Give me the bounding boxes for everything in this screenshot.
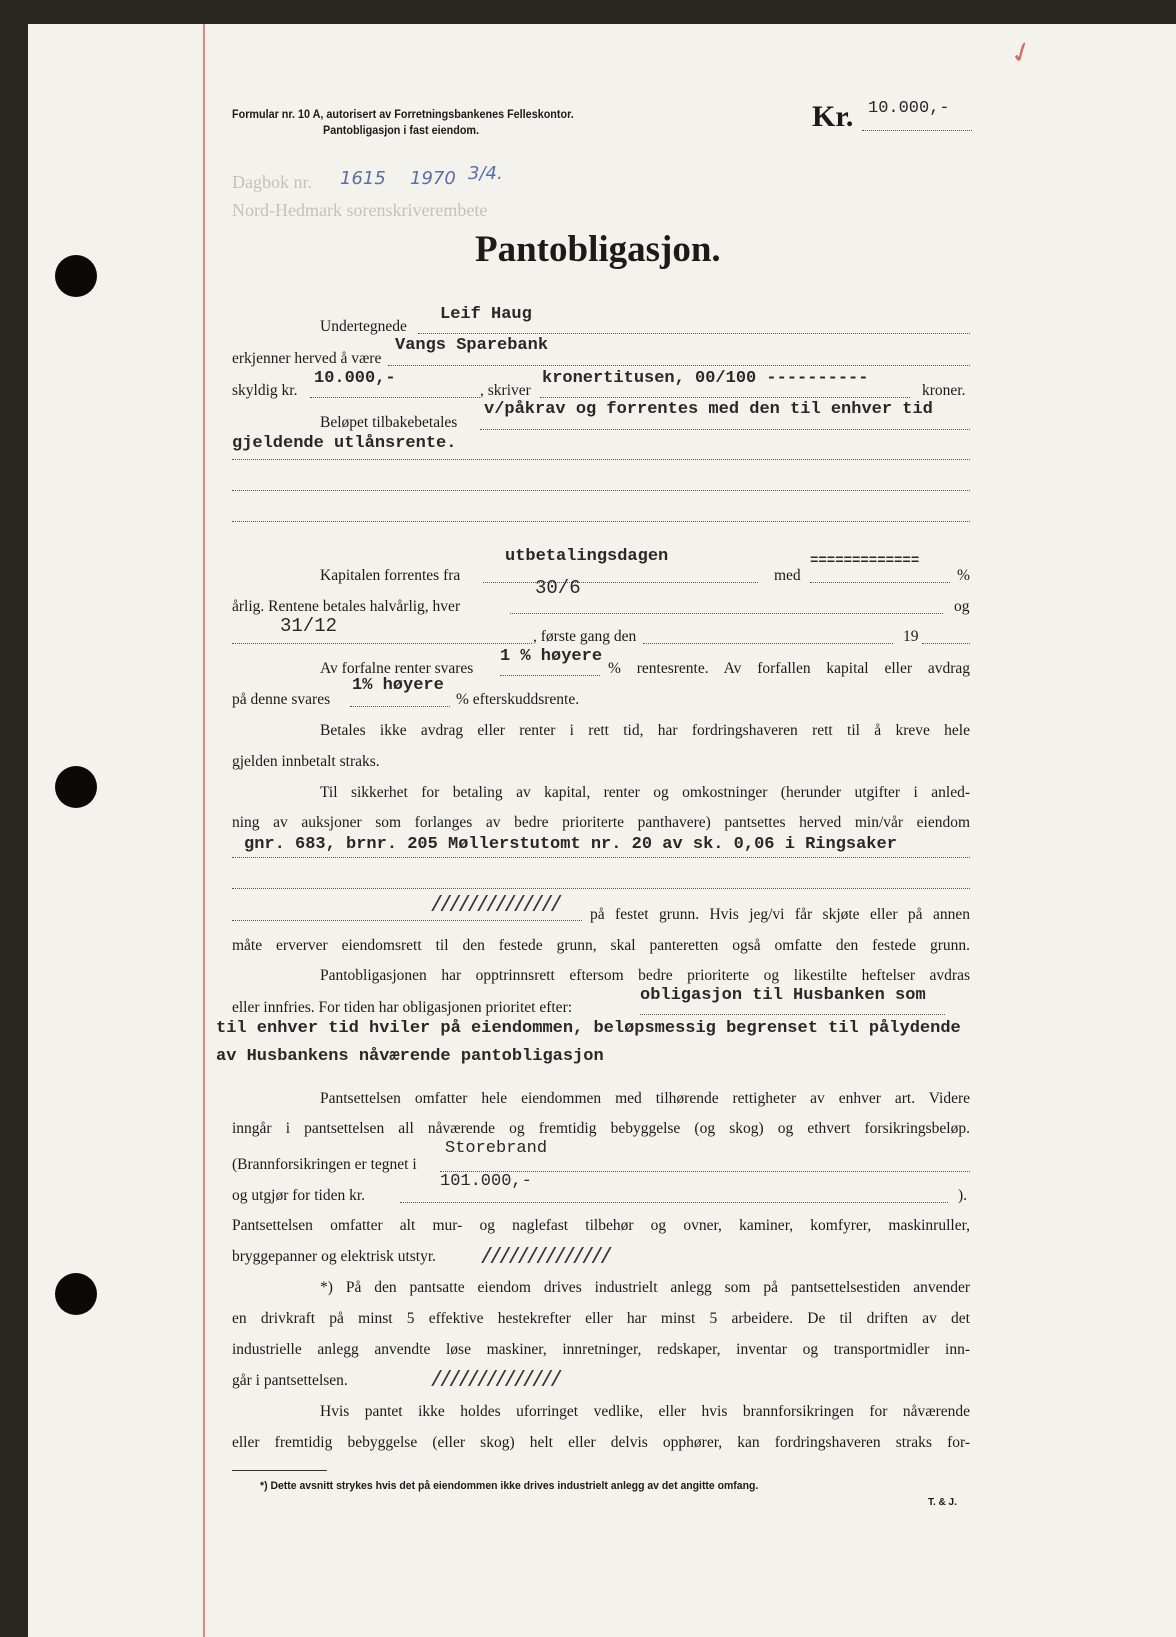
kapital-from-value: utbetalingsdagen <box>505 547 669 566</box>
denne-rest: % efterskuddsrente. <box>456 691 580 708</box>
punch-hole <box>55 255 97 297</box>
dotted-line <box>232 857 970 858</box>
body-line-end: ). <box>958 1187 968 1204</box>
priority-value-2: til enhver tid hviler på eiendommen, beløpsmessig begrenset til pålydende <box>216 1019 961 1038</box>
dotted-line <box>500 675 600 676</box>
office-stamp: Nord-Hedmark sorenskriverembete <box>232 200 488 220</box>
dagbok-label: Dagbok nr. <box>232 172 312 192</box>
strike-marks: ////////////// <box>430 1368 559 1393</box>
dotted-line <box>480 429 970 430</box>
body-line: og utgjør for tiden kr. <box>232 1187 366 1204</box>
body-line: en drivkraft på minst 5 effektive hestekrefter eller har minst 5 arbeidere. De til driften av det <box>232 1310 970 1327</box>
med-value: ============= <box>810 553 920 569</box>
creditor-value: Vangs Sparebank <box>395 336 549 355</box>
dagbok-year: 1970 <box>410 168 456 189</box>
percent-label: % <box>957 567 970 584</box>
skyldig-amount: 10.000,- <box>314 369 396 388</box>
body-line: *) På den pantsatte eiendom drives industrielt anlegg som på pantsettelsestiden anvender <box>320 1279 970 1296</box>
date1-value: 30/6 <box>535 577 581 599</box>
forfalne-value: 1 % høyere <box>500 647 603 666</box>
dotted-line <box>540 397 910 398</box>
body-line: (Brannforsikringen er tegnet i <box>232 1156 417 1173</box>
margin-line <box>203 24 205 1637</box>
dotted-line <box>418 333 970 334</box>
skriver-value: kronertitusen, 00/100 ---------- <box>542 369 869 388</box>
og-label: og <box>954 598 970 615</box>
body-line: Pantsettelsen omfatter hele eiendommen med tilhørende rettigheter av enhver art. Videre <box>320 1090 970 1107</box>
body-line: går i pantsettelsen. <box>232 1372 348 1389</box>
body-line: Hvis pantet ikke holdes uforringet vedlike, eller hvis brannforsikringen for nåværende <box>320 1403 970 1420</box>
dotted-line <box>310 397 480 398</box>
body-line: eller innfries. For tiden har obligasjonen prioritet efter: <box>232 999 573 1016</box>
date2-value: 31/12 <box>280 615 338 637</box>
body-line: på festet grunn. Hvis jeg/vi får skjøte eller på annen <box>590 906 970 923</box>
tilbake-label: Beløpet tilbakebetales <box>320 414 458 431</box>
dotted-line <box>232 643 532 644</box>
footnote-divider <box>232 1470 327 1471</box>
kr-amount: 10.000,- <box>868 99 950 118</box>
body-line: inngår i pantsettelsen all nåværende og fremtidig bebyggelse (og skog) og ethvert forsikringsbeløp. <box>232 1120 970 1137</box>
dotted-line <box>483 582 758 583</box>
undertegnede-value: Leif Haug <box>440 305 532 324</box>
kroner-label: kroner. <box>922 382 966 399</box>
property-value: gnr. 683, brnr. 205 Møllerstutomt nr. 20 av sk. 0,06 i Ringsaker <box>244 835 897 854</box>
forfalne-label: Av forfalne renter svares <box>320 660 474 677</box>
document-title: Pantobligasjon. <box>475 229 721 270</box>
tilbake-value-2: gjeldende utlånsrente. <box>232 434 457 453</box>
dotted-line <box>232 920 582 921</box>
forste-label: , første gang den <box>533 628 637 645</box>
insured-amount: 101.000,- <box>440 1172 532 1191</box>
dotted-line <box>350 706 450 707</box>
printer-mark: T. & J. <box>928 1497 957 1508</box>
year-prefix: 19 <box>903 628 919 645</box>
body-line: bryggepanner og elektrisk utstyr. <box>232 1248 437 1265</box>
body-line: ning av auksjoner som forlanges av bedre prioriterte panthavere) pantsettes herved min/vår eiendom <box>232 814 970 831</box>
priority-value-1: obligasjon til Husbanken som <box>640 986 926 1005</box>
dotted-line <box>643 643 893 644</box>
dotted-line <box>232 888 970 889</box>
dotted-line <box>862 130 972 131</box>
dagbok-date: 3/4. <box>468 163 503 184</box>
dagbok-number: 1615 <box>340 168 386 189</box>
body-line: eller fremtidig bebyggelse (eller skog) helt eller delvis opphører, kan fordringshaveren straks for- <box>232 1434 970 1451</box>
punch-hole <box>55 766 97 808</box>
form-line2: Pantobligasjon i fast eiendom. <box>323 123 480 137</box>
strike-marks: ////////////// <box>430 893 559 918</box>
body-line: Pantsettelsen omfatter alt mur- og naglefast tilbehør og ovner, kaminer, komfyrer, maskinruller, <box>232 1217 970 1234</box>
dotted-line <box>640 1014 945 1015</box>
body-line: Pantobligasjonen har opptrinnsrett eftersom bedre prioriterte og likestilte heftelser avdras <box>320 967 970 984</box>
forfalne-rest: % rentesrente. Av forfallen kapital eller avdrag <box>608 660 970 677</box>
check-mark-icon: ✓ <box>1005 34 1039 73</box>
skriver-label: , skriver <box>480 382 531 399</box>
undertegnede-label: Undertegnede <box>320 318 407 335</box>
body-line: industrielle anlegg anvendte løse maskiner, innretninger, redskaper, inventar og transportmidler inn- <box>232 1341 970 1358</box>
body-line: måte erverver eiendomsrett til den festede grunn, skal panteretten også omfatte den festede grunn. <box>232 937 970 954</box>
dotted-line <box>510 613 943 614</box>
dotted-line <box>232 490 970 491</box>
dotted-line <box>400 1202 948 1203</box>
dotted-line <box>922 643 970 644</box>
kapital-label: Kapitalen forrentes fra <box>320 567 461 584</box>
body-line: Til sikkerhet for betaling av kapital, renter og omkostninger (herunder utgifter i anled- <box>320 784 970 801</box>
erkjenner-label: erkjenner herved å være <box>232 350 382 367</box>
skyldig-label: skyldig kr. <box>232 382 298 399</box>
dotted-line <box>232 521 970 522</box>
footnote: *) Dette avsnitt strykes hvis det på eiendommen ikke drives industrielt anlegg av det angitte omfang. <box>260 1480 759 1492</box>
body-line: Betales ikke avdrag eller renter i rett tid, har fordringshaveren rett til å kreve hele <box>320 722 970 739</box>
tilbake-value: v/påkrav og forrentes med den til enhver tid <box>484 400 933 419</box>
dotted-line <box>388 365 970 366</box>
form-line1: Formular nr. 10 A, autorisert av Forretningsbankenes Felleskontor. <box>232 107 574 121</box>
dotted-line <box>232 459 970 460</box>
med-label: med <box>774 567 801 584</box>
denne-value: 1% høyere <box>352 676 444 695</box>
punch-hole <box>55 1273 97 1315</box>
kr-label: Kr. <box>812 100 854 133</box>
arlig-label: årlig. Rentene betales halvårlig, hver <box>232 598 461 615</box>
body-line: gjelden innbetalt straks. <box>232 753 380 770</box>
denne-label: på denne svares <box>232 691 331 708</box>
insurer-value: Storebrand <box>445 1139 548 1158</box>
strike-marks: ////////////// <box>480 1245 609 1270</box>
priority-value-3: av Husbankens nåværende pantobligasjon <box>216 1047 604 1066</box>
dotted-line <box>810 582 950 583</box>
